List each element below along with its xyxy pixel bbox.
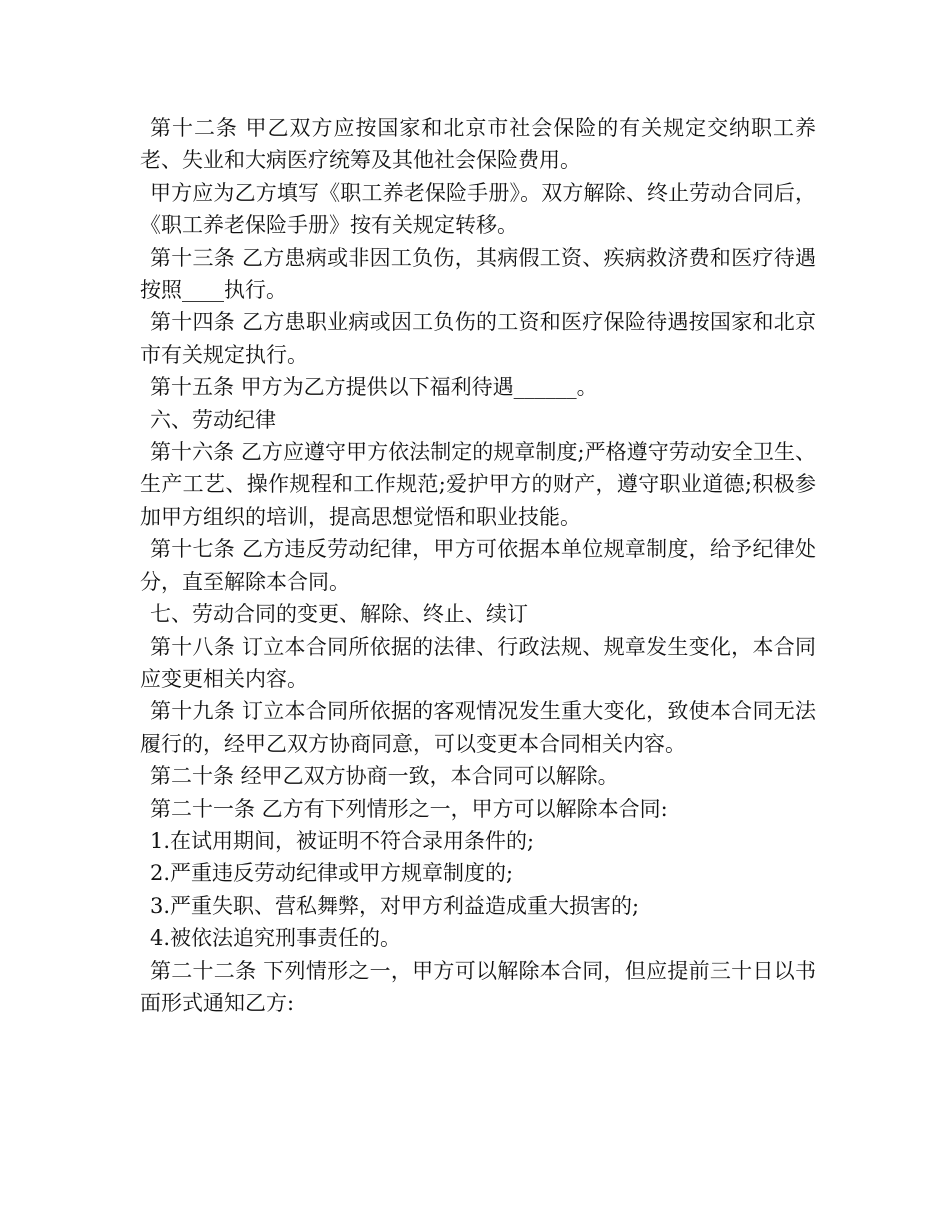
article-22: 第二十二条 下列情形之一，甲方可以解除本合同，但应提前三十日以书面形式通知乙方: bbox=[140, 958, 816, 1015]
article-21: 第二十一条 乙方有下列情形之一，甲方可以解除本合同: bbox=[150, 796, 668, 821]
article-15: 第十五条 甲方为乙方提供以下福利待遇______。 bbox=[150, 375, 598, 400]
article-13: 第十三条 乙方患病或非因工负伤，其病假工资、疾病救济费和医疗待遇按照____执行。 bbox=[140, 245, 816, 303]
document-body bbox=[140, 112, 816, 1019]
article-12: 第十二条 甲乙双方应按国家和北京市社会保险的有关规定交纳职工养老、失业和大病医疗统筹及其他社会保险费用。 bbox=[140, 116, 816, 173]
list-item: 3.严重失职、营私舞弊，对甲方利益造成重大损害的; bbox=[150, 893, 640, 918]
article-16: 第十六条 乙方应遵守甲方依法制定的规章制度;严格遵守劳动安全卫生、生产工艺、操作规程和工作规范;爱护甲方的财产，遵守职业道德;积极参加甲方组织的培训，提高思想觉悟和职业技能。 bbox=[140, 440, 816, 529]
article-18: 第十八条 订立本合同所依据的法律、行政法规、规章发生变化，本合同应变更相关内容。 bbox=[140, 634, 816, 691]
list-item: 2.严重违反劳动纪律或甲方规章制度的; bbox=[150, 861, 514, 886]
pension-handbook-paragraph: 甲方应为乙方填写《职工养老保险手册》。双方解除、终止劳动合同后，《职工养老保险手册》按有关规定转移。 bbox=[140, 180, 816, 238]
list-item: 1.在试用期间，被证明不符合录用条件的; bbox=[150, 828, 535, 853]
section-heading-contract-changes: 七、劳动合同的变更、解除、终止、续订 bbox=[150, 602, 528, 627]
article-20: 第二十条 经甲乙双方协商一致，本合同可以解除。 bbox=[150, 764, 619, 789]
list-item: 4.被依法追究刑事责任的。 bbox=[150, 926, 402, 951]
section-heading-labor-discipline: 六、劳动纪律 bbox=[150, 407, 276, 432]
article-19: 第十九条 订立本合同所依据的客观情况发生重大变化，致使本合同无法履行的，经甲乙双方协商同意，可以变更本合同相关内容。 bbox=[140, 699, 816, 756]
article-14: 第十四条 乙方患职业病或因工负伤的工资和医疗保险待遇按国家和北京市有关规定执行。 bbox=[140, 310, 816, 367]
article-17: 第十七条 乙方违反劳动纪律，甲方可依据本单位规章制度，给予纪律处分，直至解除本合同。 bbox=[140, 537, 816, 594]
